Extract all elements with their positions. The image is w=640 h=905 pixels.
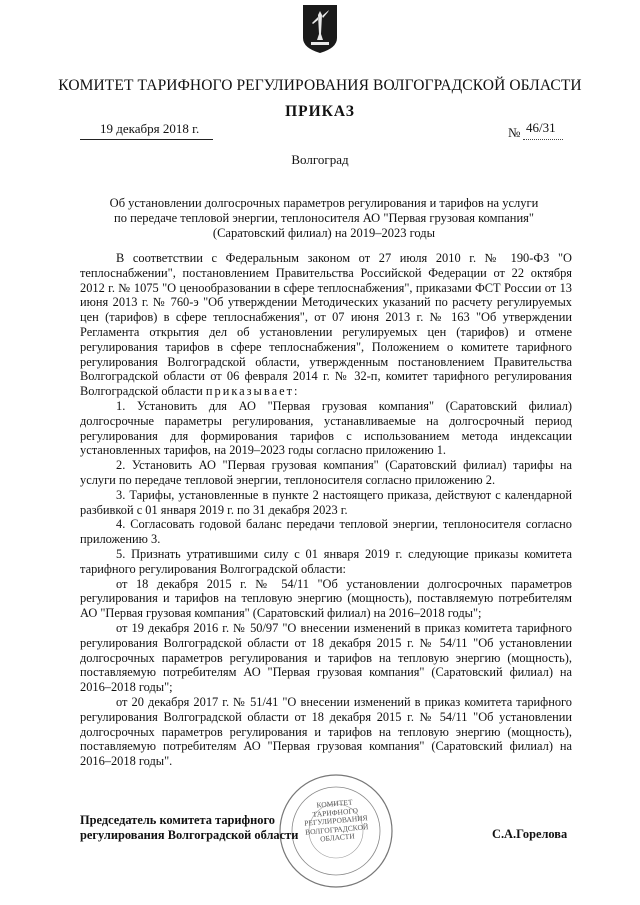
signer-title-line: регулирования Волгоградской области [80, 828, 299, 842]
seal-text: КОМИТЕТ ТАРИФНОГО РЕГУЛИРОВАНИЯ ВОЛГОГРАДСКОЙ ОБЛАСТИ [303, 797, 369, 844]
date-underline [80, 139, 213, 140]
order-body [80, 251, 572, 769]
volgograd-emblem-icon [302, 4, 338, 54]
committee-name: КОМИТЕТ ТАРИФНОГО РЕГУЛИРОВАНИЯ ВОЛГОГРАДСКОЙ ОБЛАСТИ [58, 77, 582, 94]
city: Волгоград [291, 152, 349, 167]
order-item-3: 3. Тарифы, установленные в пункте 2 настоящего приказа, действуют с календарной разбивкой с 01 января 2019 г. по 31 декабря 2023 г. [80, 487, 572, 517]
signer-name: С.А.Горелова [492, 827, 568, 841]
preamble-action: приказывает: [205, 384, 300, 399]
preamble-text: В соответствии с Федеральным законом от 27 июля 2010 г. № 190-ФЗ "О теплоснабжении", постановлением Правительства Российской Федерации от 22 октября 2012 г. № 1075 "О ценообразовании в сфере теплоснабжения", приказами ФСТ России от 13 июня 2013 г. № 760-э "Об утверждении Методических указаний по расчету регулируемых цен (тарифов) в сфере теплоснабжения", от 07 июня 2013 г. № 163 "Об утверждении Регламента открытия дел об установлении регулируемых цен (тарифов) и отмене регулирования тарифов в сфере теплоснабжения", Положением о комитете тарифного регулирования Волгоградской области, утвержденным постановлением Правительства Волгоградской области от 06 февраля 2014 г. № 32-п, комитет тарифного регулирования Волгоградской области [80, 251, 572, 399]
order-item-5: 5. Признать утратившими силу с 01 января 2019 г. следующие приказы комитета тарифного регулирования Волгоградской области: [80, 546, 572, 576]
order-date: 19 декабря 2018 г. [100, 121, 200, 136]
preamble-paragraph [80, 251, 572, 399]
order-title: ПРИКАЗ [285, 103, 355, 120]
order-item-1: 1. Установить для АО "Первая грузовая компания" (Саратовский филиал) долгосрочные параметры регулирования, устанавливаемые на долгосрочный период регулирования для формирования тарифов с использованием метода индексации установленных тарифов, на 2019–2023 годы согласно приложению 1. [80, 398, 572, 458]
number-underline [523, 139, 563, 140]
signer-title [80, 813, 320, 843]
repealed-order-3: от 20 декабря 2017 г. № 51/41 "О внесении изменений в приказ комитета тарифного регулирования Волгоградской области от 18 декабря 2015 г. № 54/11 "Об установлении долгосрочных параметров регулирования и тарифов на тепловую энергию (мощность), поставляемую потребителям АО "Первая грузовая компания" (Саратовский филиал) на 2016–2018 годы". [80, 694, 572, 769]
number-sign: № [508, 125, 521, 140]
order-number: 46/31 [526, 120, 556, 135]
repealed-order-2: от 19 декабря 2016 г. № 50/97 "О внесении изменений в приказ комитета тарифного регулирования Волгоградской области от 18 декабря 2015 г. № 54/11 "Об установлении долгосрочных параметров регулирования и тарифов на тепловую энергию (мощность), поставляемую потребителям АО "Первая грузовая компания" (Саратовский филиал) на 2016–2018 годы"; [80, 620, 572, 695]
order-item-4: 4. Согласовать годовой баланс передачи тепловой энергии, теплоносителя согласно приложению 3. [80, 517, 572, 547]
repealed-order-1: от 18 декабря 2015 г. № 54/11 "Об установлении долгосрочных параметров регулирования и тарифов на тепловую энергию (мощность), поставляемую потребителям АО "Первая грузовая компания" (Саратовский филиал) на 2016–2018 годы"; [80, 576, 572, 621]
order-item-2: 2. Установить АО "Первая грузовая компания" (Саратовский филиал) тарифы на услуги по передаче тепловой энергии, теплоносителя согласно приложению 2. [80, 458, 572, 487]
order-subject [80, 196, 568, 241]
signer-title-line: Председатель комитета тарифного [80, 813, 275, 827]
subject-line: (Саратовский филиал) на 2019–2023 годы [212, 226, 436, 240]
subject-line: по передаче тепловой энергии, теплоносителя АО "Первая грузовая компания" [114, 211, 534, 225]
subject-line: Об установлении долгосрочных параметров регулирования и тарифов на услуги [109, 196, 539, 210]
